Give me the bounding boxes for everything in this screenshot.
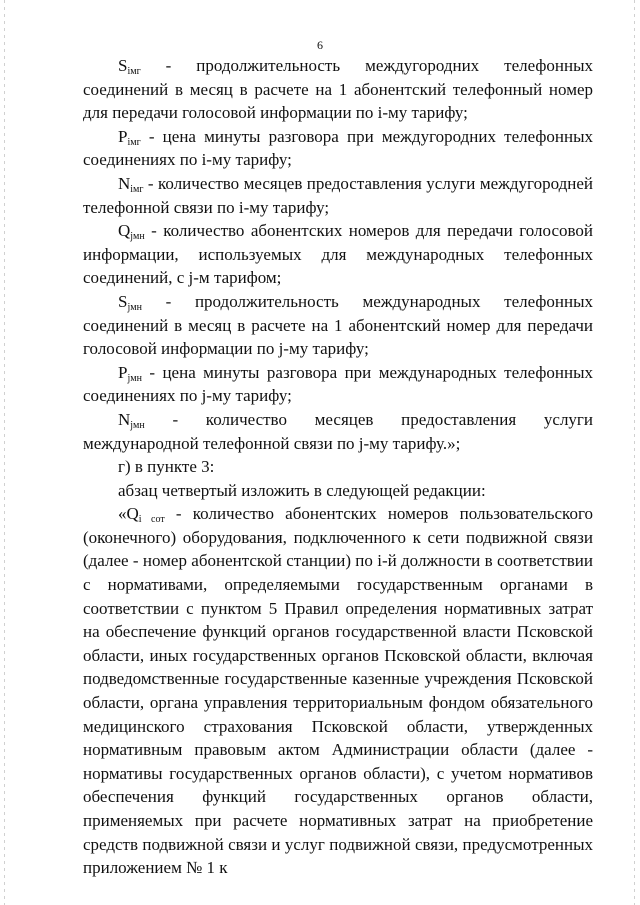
definition-text: - продолжительность междугородних телефонных соединений в месяц в расчете на 1 абонентский телефонный номер для передачи голосовой информации по i-му тарифу; [83,56,593,123]
symbol-subscript: jмн [127,372,142,384]
symbol: P [118,362,128,382]
symbol: Q [118,221,131,241]
symbol: S [118,291,128,311]
definition-text: - количество месяцев предоставления услуги междугородней телефонной связи по i-му тарифу; [83,173,593,217]
abzac-instruction: абзац четвертый изложить в следующей редакции: [118,480,486,500]
symbol: «Q [118,504,139,524]
paragraph-p-img [83,125,593,172]
paragraph-p-jmn [83,361,593,408]
definition-text: - количество абонентских номеров пользовательского (оконечного) оборудования, подключенного к сети подвижной связи (далее - номер абонентской станции) по i-й должности в соответствии с нормативами, определяемыми государственным органами в соответствии с пунктом 5 Правил определения нормативных затрат на обеспечение функций органов государственной власти Псковской области, иных государственных органов Псковской области, включая подведомственные государственные казенные учреждения Псковской области, органа управления территориальным фондом обязательного медицинского страхования Псковской области, утвержденных нормативным правовым актом Администрации области (далее - нормативы государственных органов области), с учетом нормативов обеспечения функций государственных органов области, применяемых при расчете нормативных затрат на приобретение средств подвижной связи и услуг подвижной связи, предусмотренных приложением № 1 к [83,504,593,878]
paragraph-s-img [83,54,593,125]
item-g-heading: г) в пункте 3: [118,457,215,477]
definition-text: - цена минуты разговора при междугородних телефонных соединениях по i-му тарифу; [83,126,593,170]
definition-text: - продолжительность международных телефонных соединений в месяц в расчете на 1 абонентский номер для передачи голосовой информации по j-му тарифу; [83,291,593,359]
symbol-subscript: iмг [127,66,141,77]
paragraph-s-jmn [83,290,593,361]
symbol: S [118,56,128,75]
symbol-subscript: iмг [130,183,144,195]
definition-text: - цена минуты разговора при международных телефонных соединениях по j-му тарифу; [83,362,593,406]
paragraph-q-jmn [83,219,593,290]
paragraph-n-img [83,172,593,219]
symbol-subscript: jмн [130,419,145,431]
page-number: 6 [317,38,323,52]
symbol: N [118,409,131,429]
definition-text: - количество абонентских номеров для передачи голосовой информации, используемых для международных телефонных соединений, с j-м тарифом; [83,221,593,288]
definition-text: - количество месяцев предоставления услуги международной телефонной связи по j-му тарифу.»; [83,409,593,453]
left-scan-edge [4,0,5,905]
symbol: N [118,173,131,193]
symbol-subscript: i сот [138,514,165,526]
paragraph-q-sot [83,502,593,880]
document-body [83,54,593,880]
symbol-subscript: jмн [130,231,145,243]
symbol-subscript: iмг [127,136,141,148]
paragraph-n-jmn [83,408,593,455]
right-scan-edge [634,0,635,905]
symbol-subscript: jмн [127,301,142,313]
symbol: P [118,126,128,146]
